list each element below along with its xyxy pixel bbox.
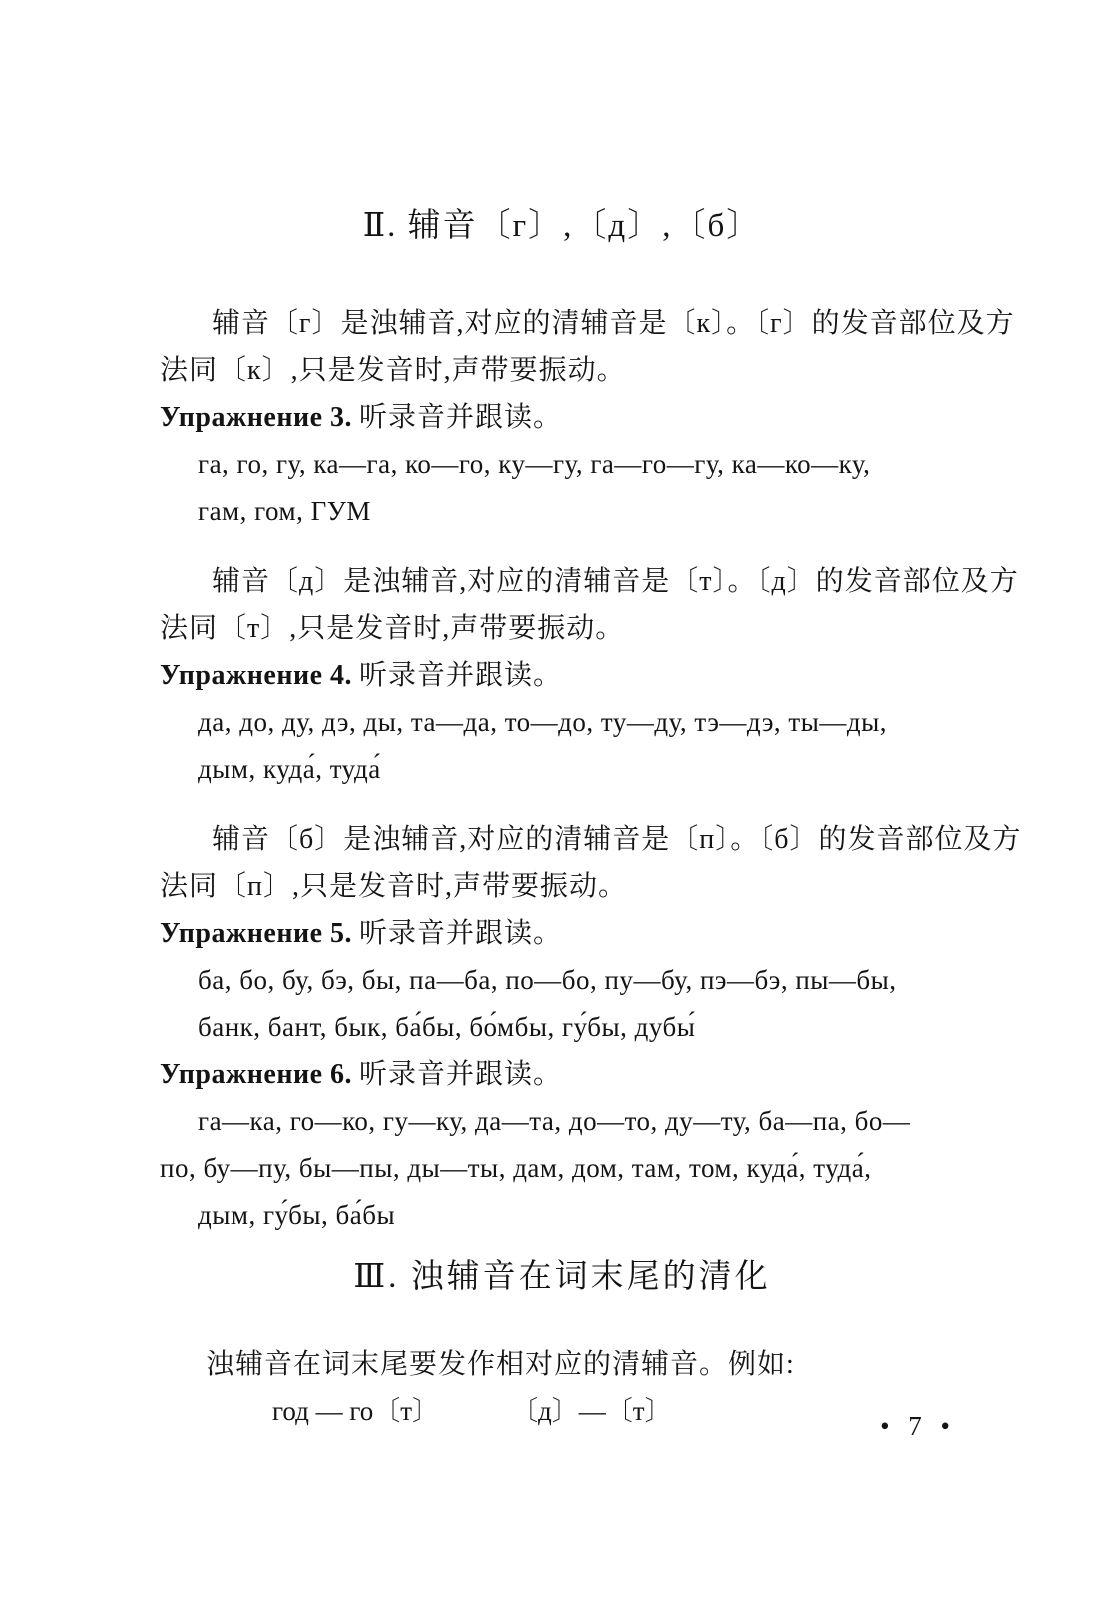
section-3-heading: Ⅲ. 浊辅音在词末尾的清化 (353, 1259, 771, 1295)
paragraph-d-line-1: 辅音〔д〕是浊辅音,对应的清辅音是〔т〕。〔д〕的发音部位及方 (212, 566, 1019, 597)
devoicing-example-sounds: 〔д〕—〔т〕 (511, 1396, 672, 1426)
exercise-3-line-2: гам, гом, ГУМ (198, 496, 371, 526)
exercise-6-label: Упражнение 6. (160, 1059, 353, 1090)
exercise-6-line-2: по, бу—пу, бы—пы, ды—ты, дам, дом, там, том, куда́, туда́, (160, 1153, 872, 1183)
section-2-heading: Ⅱ. 辅音〔г〕,〔д〕,〔б〕 (362, 208, 762, 244)
exercise-6-header (160, 1051, 964, 1098)
page-number: • 7 • (880, 1411, 956, 1441)
exercise-6-instruction: 听录音并跟读。 (359, 1059, 563, 1090)
section-3-paragraph: 浊辅音在词末尾要发作相对应的清辅音。例如: (206, 1349, 795, 1380)
exercise-6-line-3: дым, гу́бы, ба́бы (198, 1200, 396, 1230)
exercise-4-line-2: дым, куда́, туда́ (198, 754, 381, 784)
paragraph-g-line-1: 辅音〔г〕是浊辅音,对应的清辅音是〔к〕。〔г〕的发音部位及方 (212, 308, 1015, 339)
exercise-3-header (160, 394, 964, 441)
devoicing-example-line (160, 1388, 964, 1435)
exercise-4-instruction: 听录音并跟读。 (359, 660, 563, 691)
exercise-5-instruction: 听录音并跟读。 (359, 918, 563, 949)
exercise-3-line-1: га, го, гу, ка—га, ко—го, ку—гу, га—го—гу, ка—ко—ку, (198, 449, 871, 479)
exercise-4-line-1: да, до, ду, дэ, ды, та—да, то—до, ту—ду, тэ—дэ, ты—ды, (198, 707, 887, 737)
exercise-5-header (160, 910, 964, 957)
paragraph-b-line-1: 辅音〔б〕是浊辅音,对应的清辅音是〔п〕。〔б〕的发音部位及方 (212, 824, 1022, 855)
exercise-3-instruction: 听录音并跟读。 (359, 402, 563, 433)
exercise-3-label: Упражнение 3. (160, 402, 353, 433)
paragraph-g-line-2: 法同〔к〕,只是发音时,声带要振动。 (160, 355, 626, 386)
exercise-5-line-1: ба, бо, бу, бэ, бы, па—ба, по—бо, пу—бу, пэ—бэ, пы—бы, (198, 965, 897, 995)
exercise-4-label: Упражнение 4. (160, 660, 353, 691)
devoicing-example-word: год — го〔т〕 (272, 1396, 440, 1426)
paragraph-d-line-2: 法同〔т〕,只是发音时,声带要振动。 (160, 613, 625, 644)
exercise-5-line-2: банк, бант, бык, ба́бы, бо́мбы, гу́бы, дубы́ (198, 1012, 696, 1042)
exercise-6-line-1: га—ка, го—ко, гу—ку, да—та, до—то, ду—ту, ба—па, бо— (198, 1106, 911, 1136)
paragraph-b-line-2: 法同〔п〕,只是发音时,声带要振动。 (160, 871, 627, 902)
exercise-4-header (160, 652, 964, 699)
exercise-5-label: Упражнение 5. (160, 918, 353, 949)
